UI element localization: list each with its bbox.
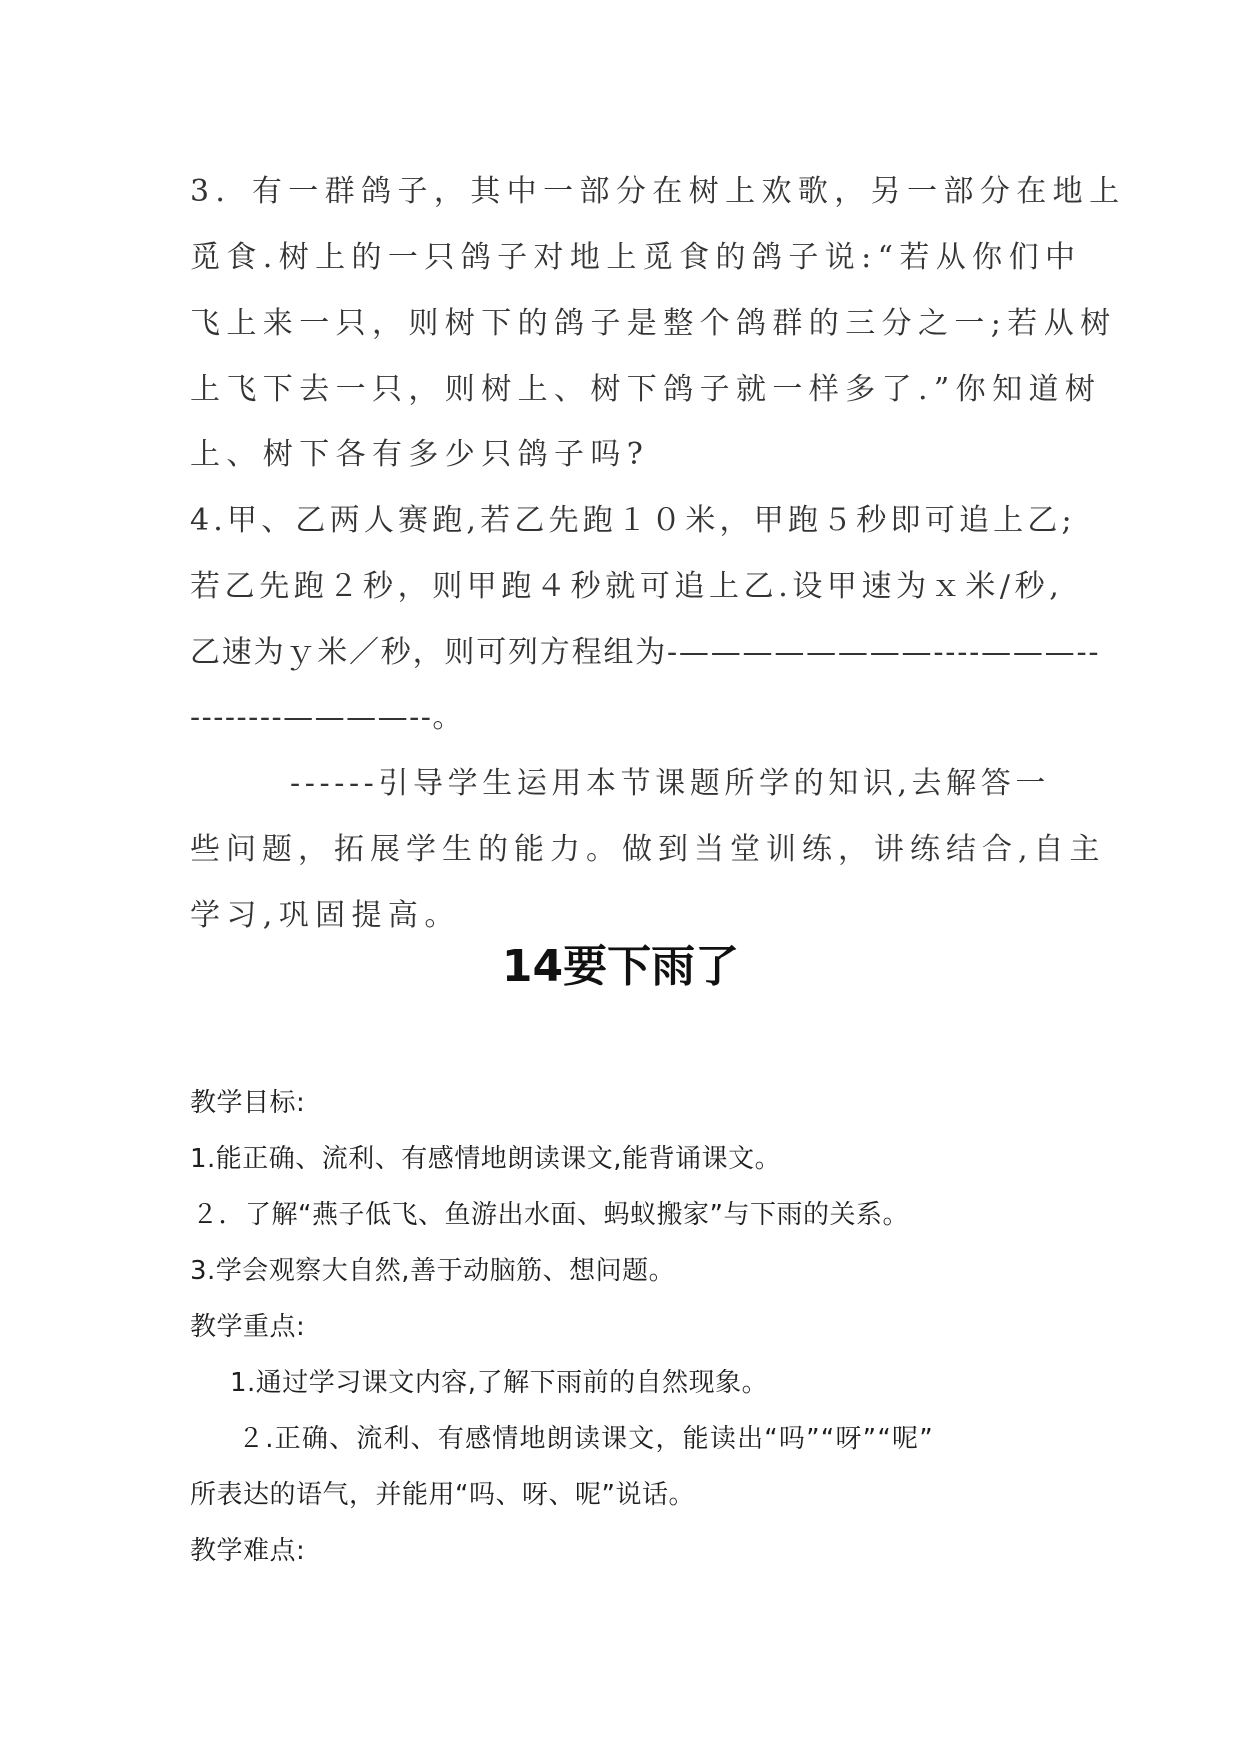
note-line-1: ------引导学生运用本节课题所学的知识,去解答一 (290, 766, 1050, 801)
problem-4-line-3: 乙速为ｙ米／秒，则可列方程组为-————————----———-- (190, 635, 1101, 670)
problem-3-line-1: 3．有一群鸽子，其中一部分在树上欢歌，另一部分在地上 (190, 174, 1126, 209)
key-point-2-continued: 所表达的语气，并能用“吗、呀、呢”说话。 (190, 1480, 695, 1510)
problem-3-line-2: 觅食.树上的一只鸽子对地上觅食的鸽子说:“若从你们中 (190, 240, 1082, 275)
heading-key-points: 教学重点: (190, 1312, 306, 1342)
key-point-1: 1.通过学习课文内容,了解下雨前的自然现象。 (230, 1368, 769, 1398)
lesson-title: 14要下雨了 (501, 941, 740, 992)
heading-difficulties: 教学难点: (190, 1536, 306, 1566)
problem-4-line-4: --------————--。 (190, 700, 464, 735)
goal-2: ２．了解“燕子低飞、鱼游出水面、蚂蚁搬家”与下雨的关系。 (192, 1200, 909, 1230)
problem-3-line-3: 飞上来一只，则树下的鸽子是整个鸽群的三分之一;若从树 (190, 306, 1117, 341)
note-line-3: 学习,巩固提高。 (190, 898, 461, 933)
goal-3: 3.学会观察大自然,善于动脑筋、想问题。 (190, 1256, 676, 1286)
goal-1: 1.能正确、流利、有感情地朗读课文,能背诵课文。 (190, 1144, 782, 1174)
heading-teaching-goals: 教学目标: (190, 1088, 306, 1118)
problem-3-line-4: 上飞下去一只，则树上、树下鸽子就一样多了.”你知道树 (190, 372, 1102, 407)
key-point-2: ２.正确、流利、有感情地朗读课文，能读出“吗”“呀”“呢” (238, 1424, 934, 1454)
problem-3-line-5: 上、树下各有多少只鸽子吗? (190, 437, 650, 472)
note-line-2: 些问题，拓展学生的能力。做到当堂训练，讲练结合,自主 (190, 832, 1106, 867)
problem-4-line-2: 若乙先跑２秒，则甲跑４秒就可追上乙.设甲速为ｘ米/秒, (190, 569, 1064, 604)
problem-4-line-1: 4.甲、乙两人赛跑,若乙先跑１０米，甲跑５秒即可追上乙; (190, 503, 1076, 538)
